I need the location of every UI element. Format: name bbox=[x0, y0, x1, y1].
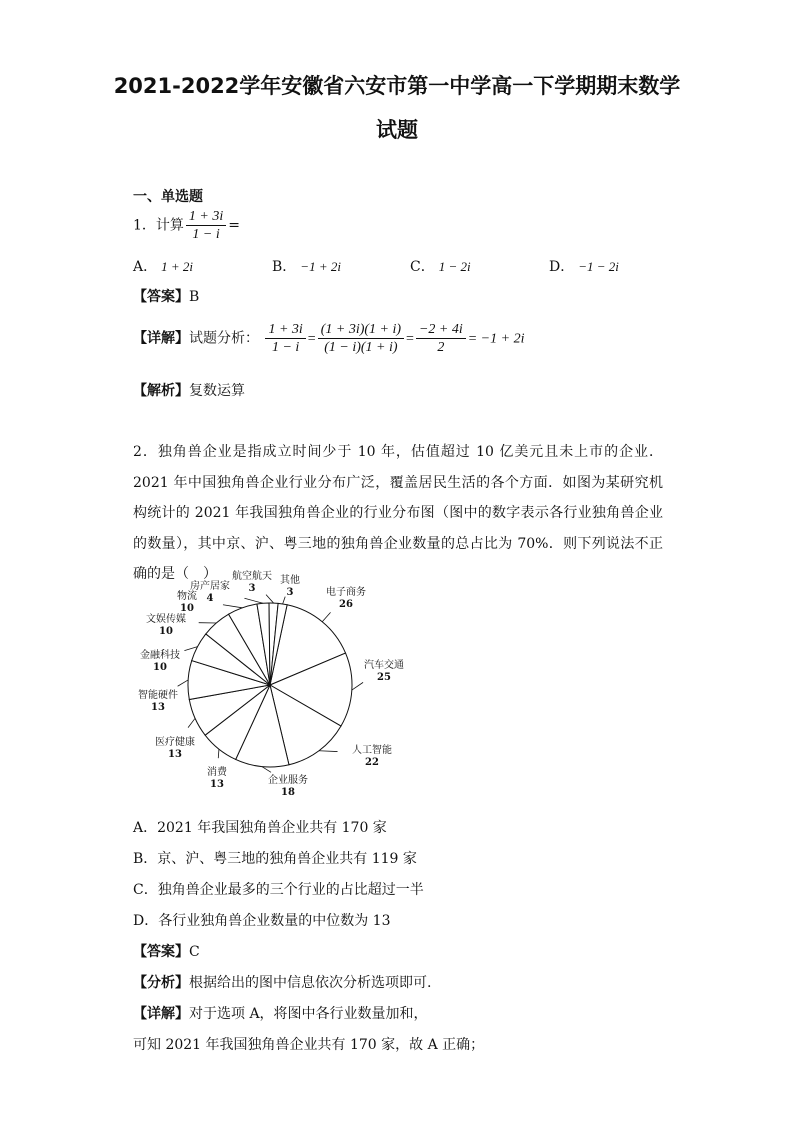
q2-option-b: B．京、沪、粤三地的独角兽企业共有 119 家 bbox=[133, 851, 417, 867]
pie-leader-line bbox=[283, 597, 286, 604]
q1-option-d-value: −1 − 2i bbox=[578, 259, 619, 274]
pie-label: 航空航天 bbox=[232, 571, 272, 582]
pie-value-label: 13 bbox=[168, 749, 182, 760]
pie-value-label: 18 bbox=[281, 787, 295, 798]
pie-leader-line bbox=[218, 749, 219, 758]
q1-detail-frac1-den: 1 − i bbox=[271, 340, 300, 355]
pie-value-label: 22 bbox=[365, 757, 379, 768]
pie-value-label: 10 bbox=[159, 626, 173, 637]
q1-answer-value: B bbox=[189, 289, 200, 305]
q1-answer bbox=[133, 286, 199, 306]
q1-option-c bbox=[410, 256, 471, 276]
pie-leader-line bbox=[266, 595, 274, 603]
pie-value-label: 3 bbox=[248, 583, 256, 594]
q1-detail-eq1: = bbox=[307, 331, 316, 347]
pie-value-label: 3 bbox=[286, 587, 294, 598]
q1-frac-den: 1 − i bbox=[192, 227, 220, 242]
q1-option-c-letter: C． bbox=[410, 259, 435, 275]
q1-detail bbox=[133, 321, 524, 356]
pie-value-label: 13 bbox=[210, 779, 224, 790]
q2-answer-tag: 【答案】 bbox=[133, 944, 189, 960]
pie-label: 人工智能 bbox=[352, 745, 392, 756]
pie-label: 物流 bbox=[177, 591, 197, 602]
q1-option-b-letter: B． bbox=[272, 259, 297, 275]
q1-option-b-value: −1 + 2i bbox=[300, 259, 341, 274]
pie-label: 智能硬件 bbox=[138, 690, 178, 701]
q2-detail-tag: 【详解】 bbox=[133, 1006, 189, 1022]
q1-detail-frac3-den: 2 bbox=[437, 340, 445, 355]
page-title-line2: 试题 bbox=[376, 118, 418, 142]
q1-analysis bbox=[133, 380, 245, 400]
q1-option-d bbox=[549, 256, 619, 276]
q1-option-a-value: 1 + 2i bbox=[161, 259, 194, 274]
pie-label: 汽车交通 bbox=[364, 660, 404, 671]
q2-answer bbox=[133, 941, 200, 961]
pie-leader-line bbox=[188, 718, 195, 727]
q2-option-c: C．独角兽企业最多的三个行业的占比超过一半 bbox=[133, 882, 424, 898]
q1-frac-num: 1 + 3i bbox=[186, 208, 226, 226]
q1-option-d-letter: D． bbox=[549, 259, 575, 275]
question-1 bbox=[133, 208, 240, 243]
q1-fraction bbox=[186, 208, 226, 243]
q2-analysis bbox=[133, 972, 431, 992]
q1-option-c-value: 1 − 2i bbox=[438, 259, 471, 274]
q1-detail-frac2 bbox=[318, 321, 404, 356]
pie-label: 医疗健康 bbox=[155, 737, 195, 748]
q1-detail-frac3-num: −2 + 4i bbox=[416, 321, 466, 339]
pie-label: 房产居家 bbox=[190, 581, 230, 592]
q2-stem: 2．独角兽企业是指成立时间少于 10 年，估值超过 10 亿美元且未上市的企业．2021 年中国独角兽企业行业分布广泛，覆盖居民生活的各个方面．如图为某研究机构统计的 2021 年我国独角兽企业的行业分布图（图中的数字表示各行业独角兽企业的数量），其中京、沪、粤三地的独角兽企业数量的总占比为 70%．则下列说法不正确的是（ ） bbox=[133, 444, 663, 582]
q1-detail-tag: 【详解】 bbox=[133, 330, 189, 347]
pie-label: 文娱传媒 bbox=[146, 614, 186, 625]
pie-label: 其他 bbox=[280, 575, 300, 586]
pie-value-label: 25 bbox=[377, 672, 391, 683]
q1-equals: = bbox=[228, 217, 240, 234]
q1-detail-frac3 bbox=[416, 321, 466, 356]
q1-detail-text: 试题分析： bbox=[189, 330, 259, 347]
pie-leader-line bbox=[352, 682, 363, 690]
pie-leader-line bbox=[322, 612, 330, 621]
page-title: 2021-2022学年安徽省六安市第一中学高一下学期期末数学 bbox=[113, 74, 681, 98]
q1-detail-frac1 bbox=[265, 321, 305, 356]
q2-option-d: D．各行业独角兽企业数量的中位数为 13 bbox=[133, 913, 391, 929]
q1-option-b bbox=[272, 256, 341, 276]
q2-detail bbox=[133, 1003, 428, 1023]
pie-leader-line bbox=[244, 598, 263, 603]
pie-label: 金融科技 bbox=[140, 650, 180, 661]
q2-analysis-tag: 【分析】 bbox=[133, 975, 189, 991]
pie-leader-line bbox=[223, 605, 242, 608]
q1-analysis-tag: 【解析】 bbox=[133, 383, 189, 399]
pie-label: 电子商务 bbox=[326, 587, 366, 598]
q2-answer-value: C bbox=[189, 944, 200, 960]
pie-value-label: 10 bbox=[153, 662, 167, 673]
pie-value-label: 4 bbox=[206, 593, 214, 604]
q1-analysis-text: 复数运算 bbox=[189, 383, 245, 399]
q1-detail-frac2-num: (1 + 3i)(1 + i) bbox=[318, 321, 404, 339]
q2-detail-line1: 对于选项 A，将图中各行业数量加和， bbox=[189, 1006, 428, 1022]
q1-detail-result: = −1 + 2i bbox=[467, 331, 525, 347]
q1-prefix: 1．计算 bbox=[133, 217, 184, 234]
pie-leader-line bbox=[178, 680, 189, 686]
pie-value-label: 13 bbox=[151, 702, 165, 713]
q1-option-a bbox=[133, 256, 193, 276]
q2-detail-line2: 可知 2021 年我国独角兽企业共有 170 家，故 A 正确； bbox=[133, 1037, 485, 1053]
q2-analysis-text: 根据给出的图中信息依次分析选项即可. bbox=[189, 975, 432, 991]
pie-value-label: 26 bbox=[339, 599, 353, 610]
q2-option-a: A．2021 年我国独角兽企业共有 170 家 bbox=[133, 820, 387, 836]
pie-value-label: 10 bbox=[180, 603, 194, 614]
pie-label: 消费 bbox=[207, 767, 227, 778]
q1-detail-frac2-den: (1 − i)(1 + i) bbox=[324, 340, 398, 355]
industry-pie-chart bbox=[120, 565, 420, 805]
section-heading: 一、单选题 bbox=[133, 189, 203, 205]
q1-answer-tag: 【答案】 bbox=[133, 289, 189, 305]
q1-option-a-letter: A． bbox=[133, 259, 158, 275]
q1-detail-frac1-num: 1 + 3i bbox=[265, 321, 305, 339]
pie-leader-line bbox=[319, 751, 338, 752]
pie-label: 企业服务 bbox=[268, 775, 308, 786]
q1-detail-eq2: = bbox=[406, 331, 414, 347]
